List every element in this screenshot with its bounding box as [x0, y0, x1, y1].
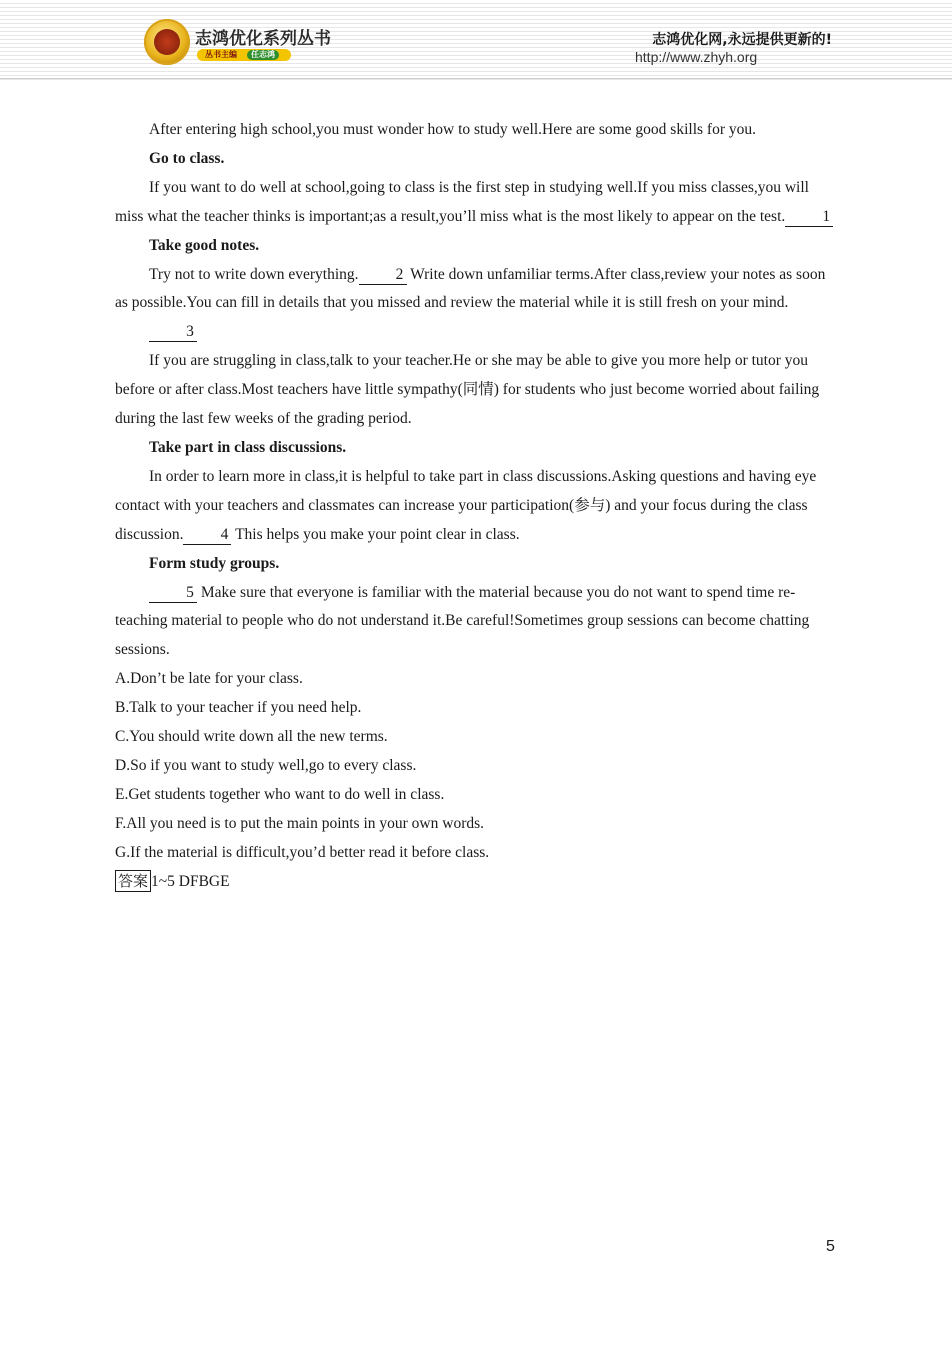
publisher-logo-icon — [144, 19, 190, 65]
passage-body — [115, 116, 837, 896]
intro-paragraph: After entering high school,you must wonder how to study well.Here are some good skills for you. — [149, 121, 756, 138]
option-f: F.All you need is to put the main points in your own words. — [115, 814, 485, 832]
section-heading-study-groups: Form study groups. — [149, 554, 280, 572]
option-b: B.Talk to your teacher if you need help. — [115, 699, 362, 717]
section-heading-discussions: Take part in class discussions. — [149, 438, 347, 456]
editor-name: 任志鸿 — [247, 50, 279, 60]
answer-label: 答案 — [115, 870, 151, 892]
page-number: 5 — [826, 1238, 835, 1255]
header-url: http://www.zhyh.org — [635, 49, 758, 65]
paragraph-go-to-class: If you want to do well at school,going to class is the first step in studying well.If you miss classes,you will miss what the teacher thinks is important;as a result,you’ll miss what is the most likely to appear on the test. 1 — [115, 174, 837, 232]
section-heading-take-notes: Take good notes. — [149, 236, 260, 254]
paragraph-teacher-help: If you are struggling in class,talk to your teacher.He or she may be able to give you more help or tutor you before or after class.Most teachers have little sympathy(同情) for students who just become worried about failing during the last few weeks of the grading period. — [115, 352, 820, 428]
blank-4: 4 — [183, 526, 231, 545]
blank-5: 5 — [149, 584, 197, 603]
section-heading-go-to-class: Go to class. — [149, 149, 225, 167]
paragraph-take-notes: Try not to write down everything. 2 Write down unfamiliar terms.After class,review your notes as soon as possible.You can fill in details that you missed and review the material while it is still fresh on your mind. — [115, 265, 826, 312]
editor-badge — [197, 49, 291, 61]
header-slogan: 志鸿优化网,永远提供更新的! — [652, 32, 832, 48]
editor-role: 丛书主编 — [205, 50, 237, 59]
option-e: E.Get students together who want to do well in class. — [115, 785, 445, 803]
blank-3: 3 — [149, 323, 197, 342]
blank-2: 2 — [359, 266, 407, 285]
series-title: 志鸿优化系列丛书 — [195, 29, 331, 49]
answer-line — [115, 868, 837, 897]
option-c: C.You should write down all the new terms. — [115, 728, 388, 746]
paragraph-discussions: In order to learn more in class,it is helpful to take part in class discussions.Asking questions and having eye contact with your teachers and classmates can increase your participation(参与) and your focus during the class discussion. 4 This helps you make your point clear in class. — [115, 467, 817, 543]
section-heading-blank-3 — [115, 318, 837, 347]
option-d: D.So if you want to study well,go to every class. — [115, 756, 417, 774]
option-g: G.If the material is difficult,you’d better read it before class. — [115, 843, 490, 861]
page-header — [0, 0, 952, 80]
answer-text: 1~5 DFBGE — [151, 872, 230, 890]
paragraph-study-groups: 5 Make sure that everyone is familiar with the material because you do not want to spend time re-teaching material to people who do not understand it.Be careful!Sometimes group sessions can become chatting sessions. — [115, 583, 810, 659]
option-a: A.Don’t be late for your class. — [115, 670, 303, 688]
header-divider — [0, 78, 952, 79]
blank-1: 1 — [785, 208, 833, 227]
